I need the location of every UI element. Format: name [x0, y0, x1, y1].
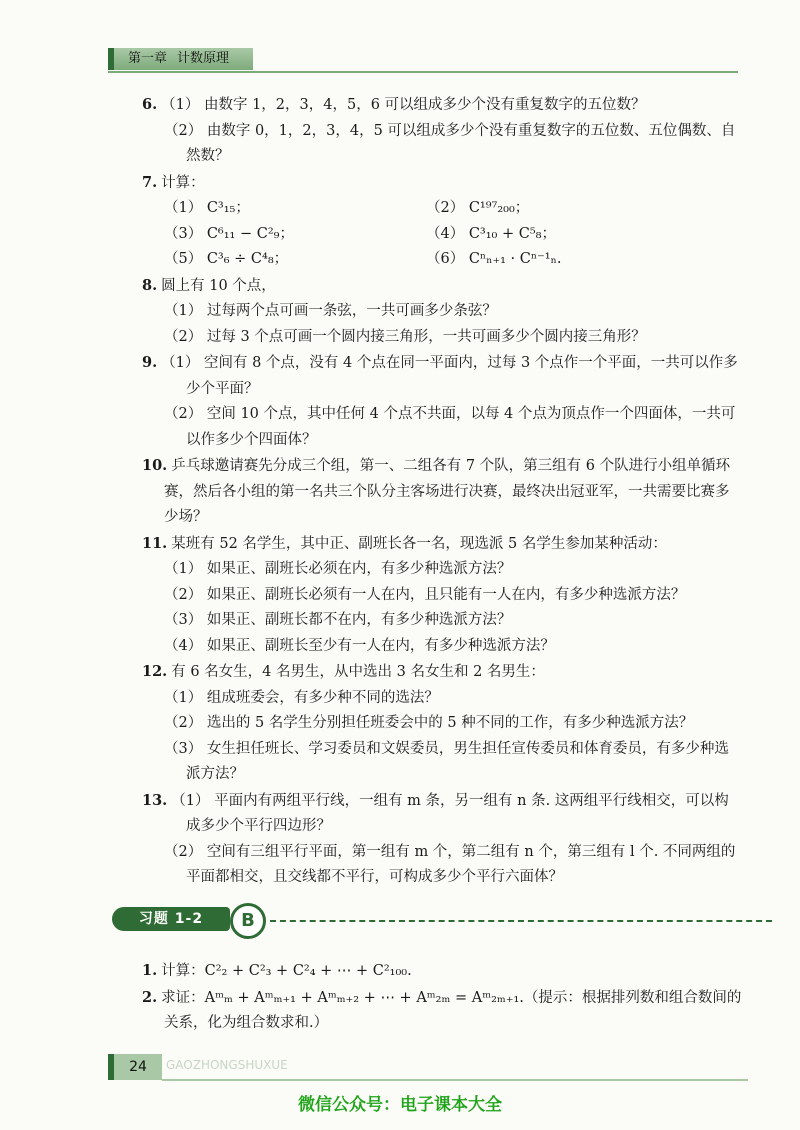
question-text: 乒乓球邀请赛先分成三个组，第一、二组各有 7 个队，第三组有 6 个队进行小组单循环赛，然后各小组的第一名共三个队分主客场进行决赛，最终决出冠亚军，一共需要比赛多少场？	[164, 458, 731, 525]
sub-question: （3） 女生担任班长、学习委员和文娱委员，男生担任宣传委员和体育委员，有多少种选派方法？	[164, 740, 729, 782]
question-number: 9.	[142, 354, 158, 371]
calc-item: （6） Cⁿₙ₊₁ · Cⁿ⁻¹ₙ.	[426, 251, 562, 267]
header-rule	[108, 71, 738, 73]
question-13	[142, 788, 742, 891]
sub-question: （2） 选出的 5 名学生分别担任班委会中的 5 种不同的工作，有多少种选派方法？	[164, 715, 694, 731]
chapter-header	[108, 44, 738, 74]
question-7	[142, 170, 742, 273]
sub-question: （2） 空间 10 个点，其中任何 4 个点不共面，以每 4 个点为顶点作一个四面体，一共可以作多少个四面体？	[164, 406, 736, 448]
question-12	[142, 659, 742, 788]
question-11	[142, 531, 742, 660]
exercise-list-a	[142, 92, 742, 891]
calc-item: （2） C¹⁹⁷₂₀₀；	[426, 200, 530, 216]
sub-question: （2） 空间有三组平行平面，第一组有 m 个，第二组有 n 个，第三组有 l 个. 不同两组的平面都相交，且交线都不平行，可构成多少个平行六面体？	[164, 843, 736, 885]
question-number: 8.	[142, 276, 158, 294]
question-text: 圆上有 10 个点，	[161, 277, 276, 294]
question-number: 1.	[142, 962, 158, 979]
question-8	[142, 273, 742, 351]
sub-question: （2） 如果正、副班长必须有一人在内，且只能有一人在内，有多少种选派方法？	[164, 586, 686, 603]
question-6	[142, 92, 742, 170]
sub-question: （2） 由数字 0，1，2，3，4，5 可以组成多少个没有重复数字的五位数、五位偶数、自然数？	[164, 122, 736, 164]
question-number: 10.	[142, 457, 168, 474]
chapter-title: 计数原理	[177, 51, 230, 66]
exercise-list-b	[142, 958, 742, 1037]
question-text: 有 6 名女生，4 名男生，从中选出 3 名女生和 2 名男生：	[171, 664, 545, 680]
chapter-number: 第一章	[128, 51, 168, 66]
exercise-section-header	[112, 903, 772, 937]
sub-question: （1） 如果正、副班长必须在内，有多少种选派方法？	[164, 561, 512, 577]
footer-rule	[162, 1079, 748, 1081]
sub-question: （3） 如果正、副班长都不在内，有多少种选派方法？	[164, 612, 512, 628]
question-10	[142, 453, 742, 531]
question-text: 计算：	[161, 174, 205, 191]
sub-question: （1） 由数字 1，2，3，4，5，6 可以组成多少个没有重复数字的五位数？	[161, 97, 646, 113]
question-number: 12.	[142, 663, 168, 680]
chapter-tab	[108, 48, 253, 70]
calc-item: （3） C⁶₁₁ − C²₉；	[164, 225, 294, 242]
question-number: 6.	[142, 96, 158, 113]
calc-item: （1） C³₁₅；	[164, 200, 250, 216]
question-number: 13.	[142, 791, 168, 809]
sub-question: （1） 平面内有两组平行线，一组有 m 条，另一组有 n 条. 这两组平行线相交，可以构成多少个平行四边形？	[171, 792, 729, 834]
calc-item: （4） C³₁₀ + C⁵₈；	[426, 225, 556, 242]
page-number: 24	[108, 1054, 162, 1080]
question-number: 7.	[142, 173, 158, 191]
sub-question: （1） 过每两个点可画一条弦，一共可画多少条弦？	[164, 303, 497, 319]
question-number: 11.	[142, 534, 168, 552]
section-level-icon: B	[230, 903, 266, 939]
section-divider	[270, 920, 772, 922]
section-badge: 习题 1-2	[112, 907, 230, 931]
sub-question: （2） 过每 3 个点可画一个圆内接三角形，一共可画多少个圆内接三角形？	[164, 328, 646, 345]
question-9	[142, 350, 742, 453]
question-number: 2.	[142, 988, 158, 1006]
question-text: 计算：C²₂ + C²₃ + C²₄ + ⋯ + C²₁₀₀.	[161, 963, 412, 979]
footer-brand: GAOZHONGSHUXUE	[166, 1058, 288, 1072]
question-b2	[142, 985, 742, 1037]
sub-question: （1） 组成班委会，有多少种不同的选法？	[164, 689, 439, 706]
sub-question: （4） 如果正、副班长至少有一人在内，有多少种选派方法？	[164, 637, 555, 654]
question-b1	[142, 958, 742, 985]
sub-question: （1） 空间有 8 个点，没有 4 个点在同一平面内，过每 3 个点作一个平面，一共可以作多少个平面？	[161, 355, 738, 397]
page-footer	[108, 1054, 748, 1080]
question-text: 某班有 52 名学生，其中正、副班长各一名，现选派 5 名学生参加某种活动：	[171, 535, 667, 552]
question-text: 求证：Aᵐₘ + Aᵐₘ₊₁ + Aᵐₘ₊₂ + ⋯ + Aᵐ₂ₘ = Aᵐ₂ₘ₊₁.（提示：根据排列数和组合数间的关系，化为组合数求和.）	[161, 989, 742, 1031]
calc-item: （5） C³₆ ÷ C⁴₈；	[164, 251, 289, 267]
watermark-text: 微信公众号：电子课本大全	[298, 1095, 502, 1115]
